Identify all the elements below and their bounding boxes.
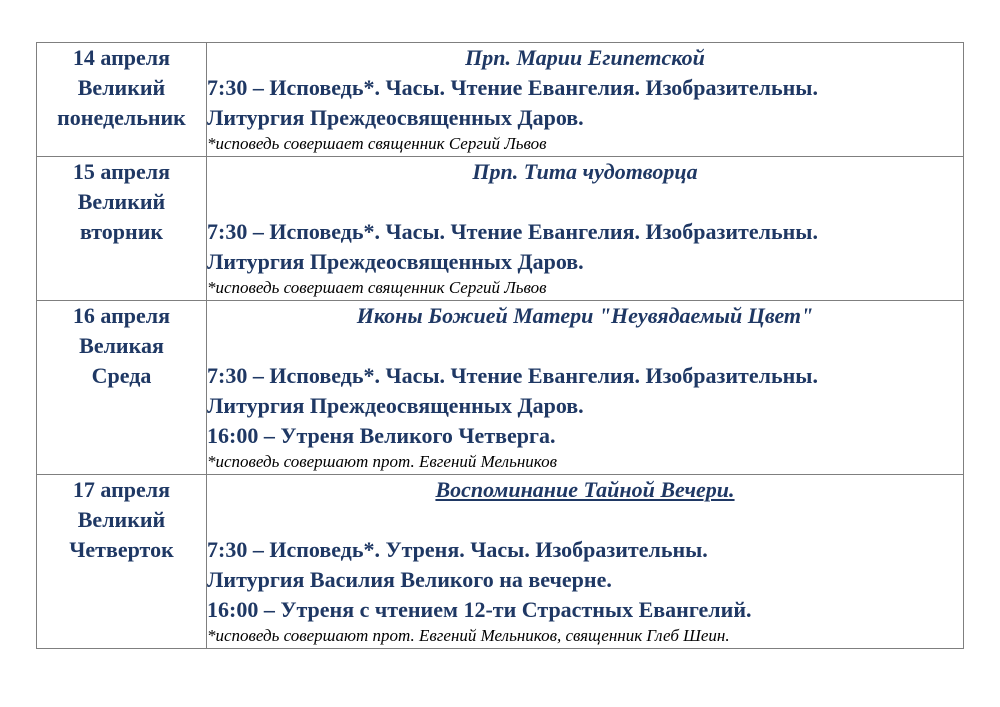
blank-line xyxy=(207,505,963,535)
confession-note: *исповедь совершает священник Сергий Львов xyxy=(207,134,547,153)
confession-note: *исповедь совершают прот. Евгений Мельников, священник Глеб Шеин. xyxy=(207,626,730,645)
service-line: 7:30 – Исповедь*. Утреня. Часы. Изобразительны. xyxy=(207,537,708,562)
feast-title: Иконы Божией Матери "Неувядаемый Цвет" xyxy=(356,303,814,328)
weekday-line-1: Великий xyxy=(77,189,166,214)
weekday-line-2: Среда xyxy=(91,363,152,388)
confession-note: *исповедь совершают прот. Евгений Мельников xyxy=(207,452,557,471)
service-line: 7:30 – Исповедь*. Часы. Чтение Евангелия. Изобразительны. xyxy=(207,219,818,244)
confession-note: *исповедь совершает священник Сергий Львов xyxy=(207,278,547,297)
schedule-table xyxy=(36,42,964,649)
blank-line xyxy=(207,187,963,217)
service-cell xyxy=(207,301,964,475)
schedule-row xyxy=(37,43,964,157)
date-text: 16 апреля xyxy=(72,303,171,328)
service-cell xyxy=(207,475,964,649)
weekday-line-2: понедельник xyxy=(57,105,186,130)
service-cell xyxy=(207,157,964,301)
date-text: 14 апреля xyxy=(72,45,171,70)
feast-title: Воспоминание Тайной Вечери. xyxy=(435,477,735,502)
date-cell xyxy=(37,301,207,475)
schedule-row xyxy=(37,157,964,301)
service-line: Литургия Преждеосвященных Даров. xyxy=(207,105,584,130)
schedule-row xyxy=(37,475,964,649)
weekday-line-2: Четверток xyxy=(69,537,174,562)
weekday-line-1: Великий xyxy=(77,507,166,532)
service-line: 7:30 – Исповедь*. Часы. Чтение Евангелия. Изобразительны. xyxy=(207,363,818,388)
service-line: 16:00 – Утреня с чтением 12-ти Страстных Евангелий. xyxy=(207,597,752,622)
service-line: 7:30 – Исповедь*. Часы. Чтение Евангелия. Изобразительны. xyxy=(207,75,818,100)
service-line: Литургия Преждеосвященных Даров. xyxy=(207,249,584,274)
blank-line xyxy=(207,331,963,361)
feast-title: Прп. Марии Египетской xyxy=(465,45,705,70)
schedule-row xyxy=(37,301,964,475)
service-line: Литургия Василия Великого на вечерне. xyxy=(207,567,612,592)
service-line: 16:00 – Утреня Великого Четверга. xyxy=(207,423,556,448)
weekday-line-1: Великий xyxy=(77,75,166,100)
weekday-line-2: вторник xyxy=(79,219,164,244)
date-cell xyxy=(37,475,207,649)
service-cell xyxy=(207,43,964,157)
service-line: Литургия Преждеосвященных Даров. xyxy=(207,393,584,418)
date-cell xyxy=(37,43,207,157)
date-text: 15 апреля xyxy=(72,159,171,184)
date-cell xyxy=(37,157,207,301)
feast-title: Прп. Тита чудотворца xyxy=(472,159,698,184)
weekday-line-1: Великая xyxy=(79,333,164,358)
date-text: 17 апреля xyxy=(72,477,171,502)
